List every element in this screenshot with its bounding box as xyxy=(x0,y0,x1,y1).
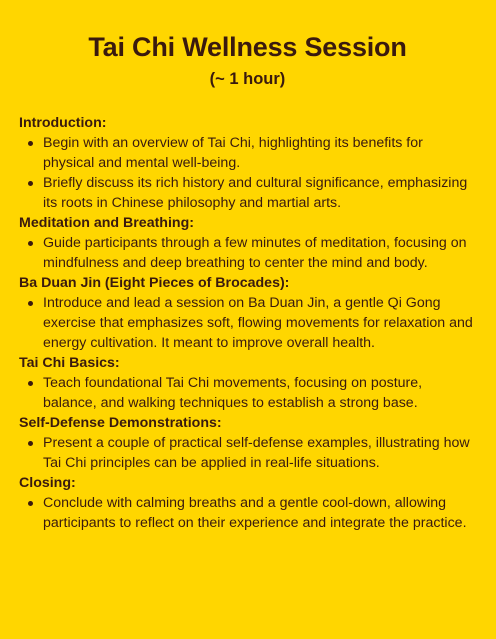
bullet-list xyxy=(19,293,476,353)
bullet-list xyxy=(19,433,476,473)
bullet-list xyxy=(19,233,476,273)
page-subtitle: (~ 1 hour) xyxy=(209,70,286,88)
page-title: Tai Chi Wellness Session xyxy=(88,32,407,62)
list-item: Introduce and lead a session on Ba Duan Jin, a gentle Qi Gong exercise that emphasizes soft, flowing movements for relaxation and energy cultivation. It meant to improve overall health. xyxy=(19,293,476,353)
section-ba-duan-jin xyxy=(19,273,476,353)
section-tai-chi-basics xyxy=(19,353,476,413)
section-heading: Meditation and Breathing: xyxy=(19,215,194,231)
bullet-list xyxy=(19,493,476,533)
section-heading: Tai Chi Basics: xyxy=(19,355,120,371)
list-item: Teach foundational Tai Chi movements, focusing on posture, balance, and walking techniques to establish a strong base. xyxy=(19,373,476,413)
section-self-defense xyxy=(19,413,476,473)
bullet-list xyxy=(19,133,476,213)
list-item: Briefly discuss its rich history and cultural significance, emphasizing its roots in Chinese philosophy and martial arts. xyxy=(19,173,476,213)
list-item: Guide participants through a few minutes of meditation, focusing on mindfulness and deep breathing to center the mind and body. xyxy=(19,233,476,273)
list-item: Present a couple of practical self-defense examples, illustrating how Tai Chi principles can be applied in real-life situations. xyxy=(19,433,476,473)
section-heading: Closing: xyxy=(19,475,76,491)
section-meditation-breathing xyxy=(19,213,476,273)
section-closing xyxy=(19,473,476,533)
sections-container xyxy=(19,113,476,533)
section-introduction xyxy=(19,113,476,213)
section-heading: Self-Defense Demonstrations: xyxy=(19,415,222,431)
section-heading: Introduction: xyxy=(19,115,107,131)
list-item: Begin with an overview of Tai Chi, highlighting its benefits for physical and mental well-being. xyxy=(19,133,476,173)
bullet-list xyxy=(19,373,476,413)
section-heading: Ba Duan Jin (Eight Pieces of Brocades): xyxy=(19,275,290,291)
list-item: Conclude with calming breaths and a gentle cool-down, allowing participants to reflect on their experience and integrate the practice. xyxy=(19,493,476,533)
